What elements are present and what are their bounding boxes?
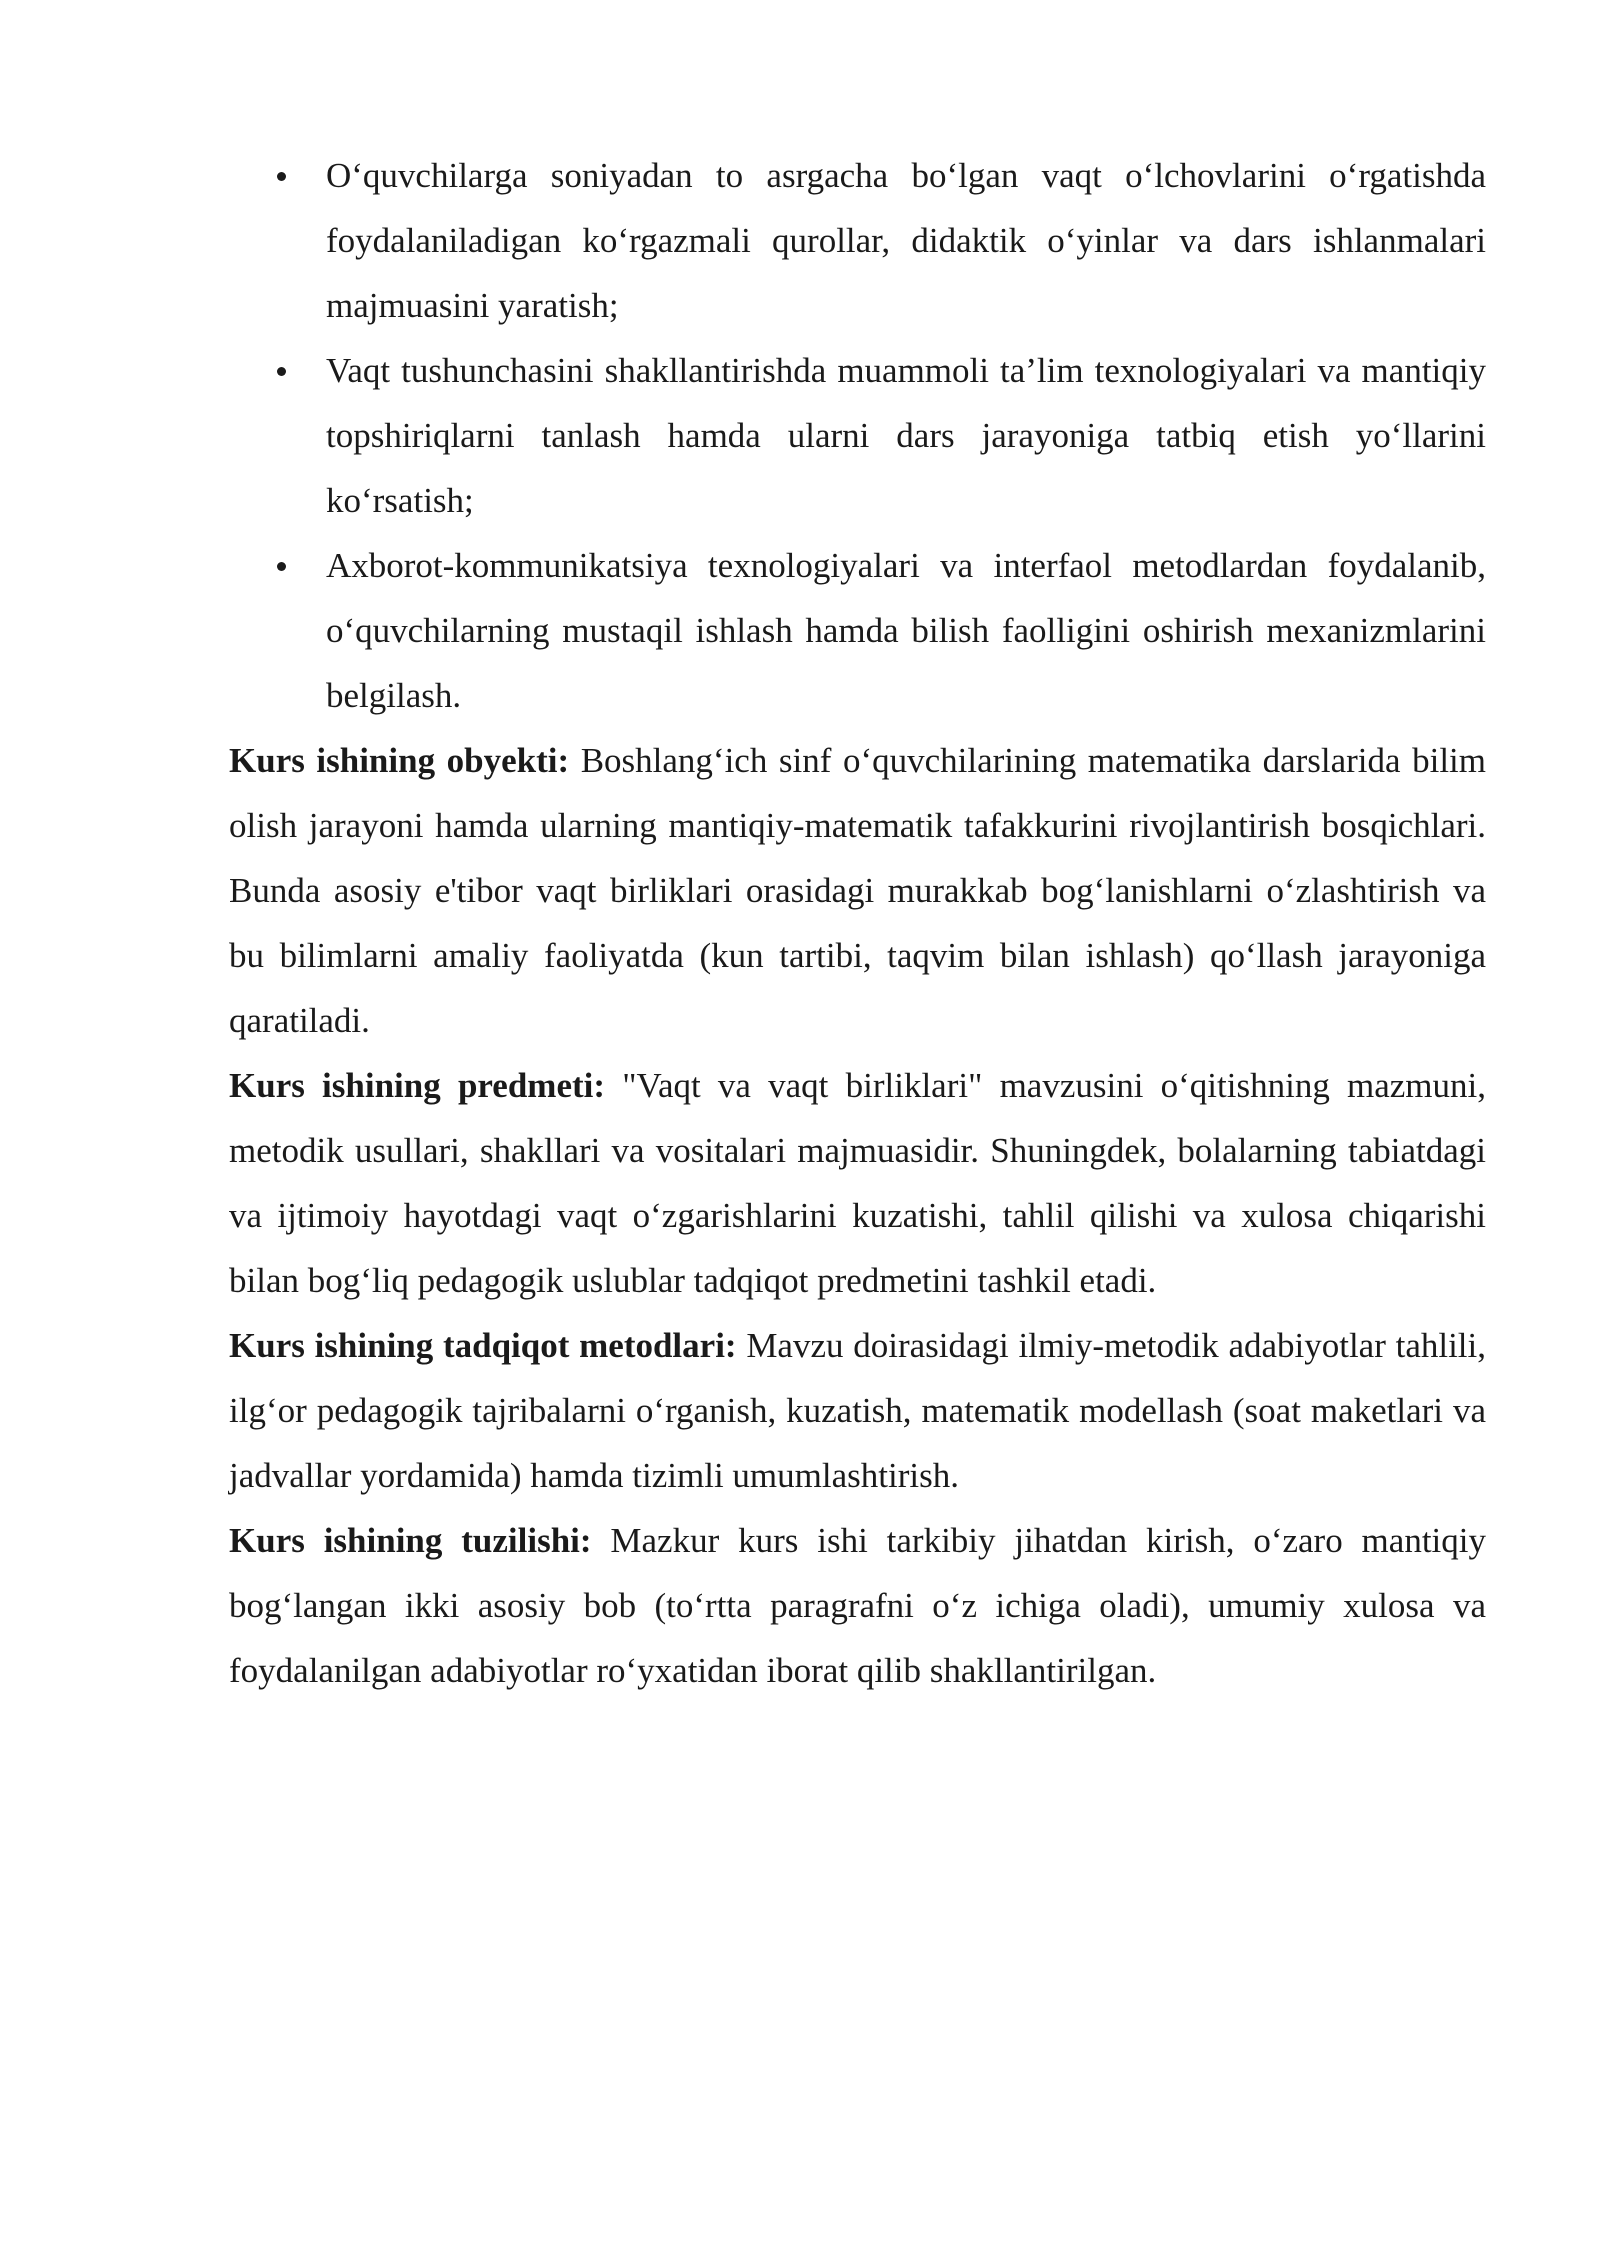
section-heading: Kurs ishining tuzilishi: — [229, 1521, 592, 1560]
document-page — [229, 143, 1486, 1703]
section-obyekti — [229, 728, 1486, 1053]
bullet-text: Vaqt tushunchasini shakllantirishda muammoli ta’lim texnologiyalari va mantiqiy topshiriqlarni tanlash hamda ularni dars jarayoniga tatbiq etish yo‘llarini ko‘rsatish; — [326, 351, 1486, 520]
bullet-dot-icon — [277, 367, 286, 376]
section-heading: Kurs ishining predmeti: — [229, 1066, 606, 1105]
bullet-dot-icon — [277, 562, 286, 571]
section-predmeti — [229, 1053, 1486, 1313]
section-body: Boshlang‘ich sinf o‘quvchilarining matematika darslarida bilim olish jarayoni hamda ularning mantiqiy-matematik tafakkurini rivojlantirish bosqichlari. Bunda asosiy e'tibor vaqt birliklari orasidagi murakkab bog‘lanishlarni o‘zlashtirish va bu bilimlarni amaliy faoliyatda (kun tartibi, taqvim bilan ishlash) qo‘llash jarayoniga qaratiladi. — [229, 741, 1487, 1040]
bullet-item — [229, 143, 1486, 338]
bullet-text: O‘quvchilarga soniyadan to asrgacha bo‘lgan vaqt o‘lchovlarini o‘rgatishda foydalaniladigan ko‘rgazmali qurollar, didaktik o‘yinlar va dars ishlanmalari majmuasini yaratish; — [326, 156, 1486, 325]
section-heading: Kurs ishining obyekti: — [229, 741, 570, 780]
bullet-list — [229, 143, 1486, 728]
bullet-item — [229, 338, 1486, 533]
bullet-item — [229, 533, 1486, 728]
section-body: Mavzu doirasidagi ilmiy-metodik adabiyotlar tahlili, ilg‘or pedagogik tajribalarni o‘rganish, kuzatish, matematik modellash (soat maketlari va jadvallar yordamida) hamda tizimli umumlashtirish. — [229, 1326, 1486, 1495]
section-body: Mazkur kurs ishi tarkibiy jihatdan kirish, o‘zaro mantiqiy bog‘langan ikki asosiy bob (to‘rtta paragrafni o‘z ichiga oladi), umumiy xulosa va foydalanilgan adabiyotlar ro‘yxatidan iborat qilib shakllantirilgan. — [229, 1521, 1486, 1690]
bullet-dot-icon — [277, 172, 286, 181]
bullet-text: Axborot-kommunikatsiya texnologiyalari va interfaol metodlardan foydalanib, o‘quvchilarning mustaqil ishlash hamda bilish faolligini oshirish mexanizmlarini belgilash. — [326, 546, 1486, 715]
section-tadqiqot-metodlari — [229, 1313, 1486, 1508]
section-heading: Kurs ishining tadqiqot metodlari: — [229, 1326, 737, 1365]
section-body: "Vaqt va vaqt birliklari" mavzusini o‘qitishning mazmuni, metodik usullari, shakllari va vositalari majmuasidir. Shuningdek, bolalarning tabiatdagi va ijtimoiy hayotdagi vaqt o‘zgarishlarini kuzatishi, tahlil qilishi va xulosa chiqarishi bilan bog‘liq pedagogik uslublar tadqiqot predmetini tashkil etadi. — [229, 1066, 1487, 1300]
section-tuzilishi — [229, 1508, 1486, 1703]
